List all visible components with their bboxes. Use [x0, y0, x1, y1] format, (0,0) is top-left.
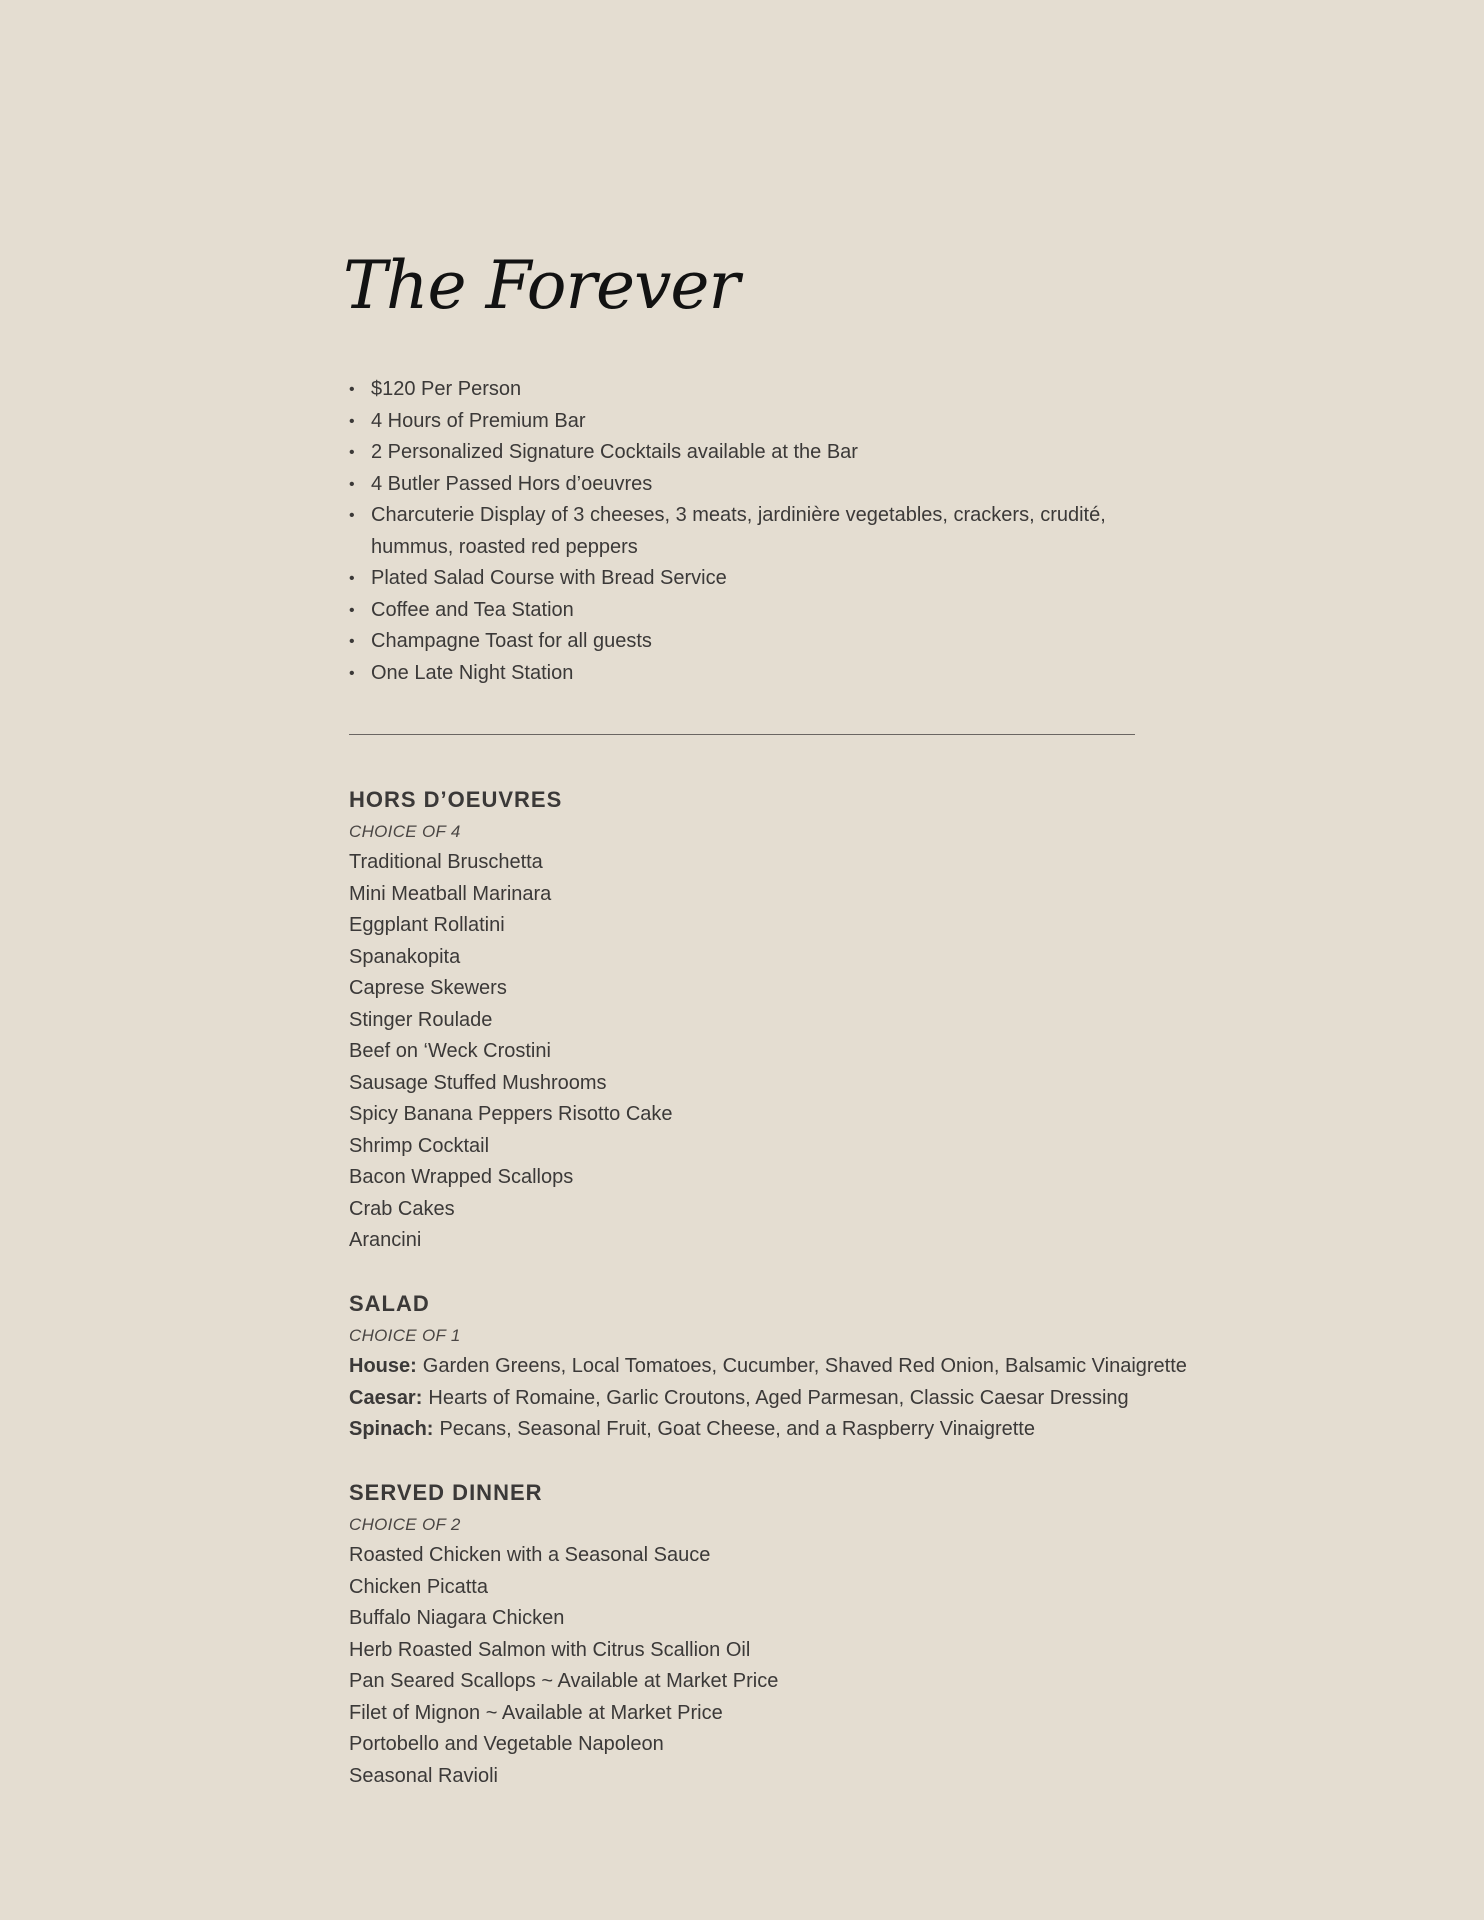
package-item: • One Late Night Station — [371, 658, 1191, 690]
menu-item: Portobello and Vegetable Napoleon — [349, 1733, 664, 1755]
menu-item: Crab Cakes — [349, 1197, 455, 1220]
salad-item — [349, 1351, 1189, 1383]
menu-item: Bacon Wrapped Scallops — [349, 1166, 574, 1188]
script-title-svg — [339, 238, 739, 328]
menu-item: Stinger Roulade — [349, 1008, 493, 1031]
menu-item: Beef on ‘Weck Crostini — [349, 1040, 551, 1062]
package-list — [349, 374, 1191, 689]
package-item: • 2 Personalized Signature Cocktails available at the Bar — [371, 437, 1191, 469]
menu-item: Caprese Skewers — [349, 977, 507, 999]
menu-item: Arancini — [349, 1229, 422, 1251]
menu-item: Mini Meatball Marinara — [349, 882, 552, 905]
menu-item: Chicken Picatta — [349, 1575, 488, 1598]
menu-item: Spicy Banana Peppers Risotto Cake — [349, 1103, 673, 1125]
package-item: • $120 Per Person — [371, 374, 1191, 406]
salad-section — [349, 1287, 1189, 1446]
salad-description: Garden Greens, Local Tomatoes, Cucumber, Shaved Red Onion, Balsamic Vinaigrette — [422, 1355, 1187, 1377]
package-item: • Plated Salad Course with Bread Service — [371, 563, 1191, 595]
served-dinner-section — [349, 1476, 1189, 1792]
menu-item: Eggplant Rollatini — [349, 914, 505, 936]
salad-name: Spinach: — [349, 1418, 434, 1440]
package-item: • 4 Hours of Premium Bar — [371, 406, 1191, 438]
salad-item — [349, 1414, 1189, 1446]
salad-item — [349, 1383, 1189, 1415]
menu-item: Spanakopita — [349, 945, 461, 968]
menu-item: Herb Roasted Salmon with Citrus Scallion Oil — [349, 1638, 751, 1661]
package-item: • Champagne Toast for all guests — [371, 626, 1191, 658]
salad-description: Pecans, Seasonal Fruit, Goat Cheese, and a Raspberry Vinaigrette — [439, 1418, 1035, 1440]
page-title — [339, 238, 739, 328]
section-heading: SERVED DINNER — [349, 1480, 543, 1505]
section-choice: CHOICE OF 1 — [349, 1326, 461, 1345]
section-heading: SALAD — [349, 1291, 430, 1316]
section-heading: HORS D’OEUVRES — [349, 787, 563, 812]
salad-name: House: — [349, 1355, 417, 1377]
menu-item: Buffalo Niagara Chicken — [349, 1607, 565, 1629]
salad-description: Hearts of Romaine, Garlic Croutons, Aged Parmesan, Classic Caesar Dressing — [428, 1386, 1129, 1409]
menu-item: Pan Seared Scallops ~ Available at Market Price — [349, 1670, 779, 1692]
menu-item: Traditional Bruschetta — [349, 851, 543, 873]
menu-item: Filet of Mignon ~ Available at Market Price — [349, 1701, 723, 1724]
package-item: • Charcuterie Display of 3 cheeses, 3 meats, jardinière vegetables, crackers, crudité, hummus, roasted red peppers — [371, 500, 1191, 563]
menu-item: Sausage Stuffed Mushrooms — [349, 1071, 607, 1094]
package-item: • Coffee and Tea Station — [371, 595, 1191, 627]
section-divider — [349, 734, 1135, 735]
hors-doeuvres-section — [349, 783, 1189, 1257]
section-choice: CHOICE OF 4 — [349, 822, 461, 841]
menu-item: Roasted Chicken with a Seasonal Sauce — [349, 1544, 711, 1566]
title-text: The Forever — [343, 247, 739, 324]
section-choice: CHOICE OF 2 — [349, 1515, 461, 1534]
package-item: • 4 Butler Passed Hors d’oeuvres — [371, 469, 1191, 501]
salad-name: Caesar: — [349, 1386, 423, 1409]
menu-item: Seasonal Ravioli — [349, 1764, 498, 1787]
menu-item: Shrimp Cocktail — [349, 1134, 490, 1157]
